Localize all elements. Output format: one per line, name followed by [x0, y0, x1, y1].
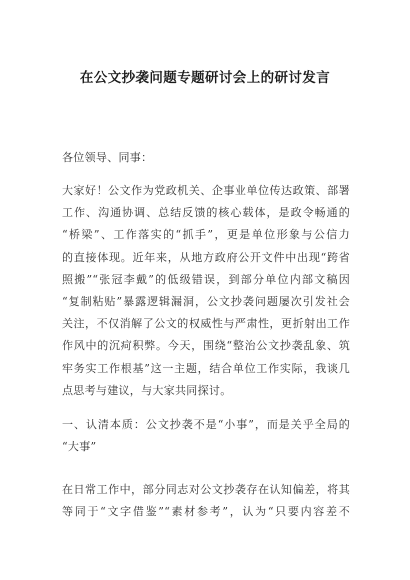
paragraph-line: 作风中的沉疴积弊。今天，围绕“整治公文抄袭乱象、筑 — [62, 339, 350, 353]
paragraph-line: 关注，不仅消解了公文的权威性与严肃性，更折射出工作 — [62, 317, 350, 331]
section-paragraph — [62, 479, 350, 523]
paragraph-line: 在日常工作中，部分同志对公文抄袭存在认知偏差，将其 — [62, 483, 350, 496]
paragraph-line: 点思考与建议，与大家共同探讨。 — [62, 383, 232, 397]
section-heading-1 — [62, 414, 350, 458]
paragraph-line: 等同于“文字借鉴”“素材参考”，认为“只要内容差不 — [62, 505, 350, 519]
heading-line: 一、认清本质：公文抄袭不是“小事”，而是关乎全局的 — [62, 418, 350, 431]
document-title: 在公文抄袭问题专题研讨会上的研讨发言 — [79, 70, 331, 86]
paragraph-line: “桥梁”、工作落实的“抓手”，更是单位形象与公信力 — [62, 228, 350, 242]
paragraph-line: 工作、沟通协调、总结反馈的核心载体，是政令畅通的 — [62, 206, 350, 220]
opening-paragraph — [62, 180, 350, 402]
salutation — [62, 147, 350, 169]
paragraph-line: 牢务实工作根基”这一主题，结合单位工作实际，我谈几 — [62, 361, 350, 375]
paragraph-line: 大家好！公文作为党政机关、企事业单位传达政策、部署 — [62, 184, 350, 197]
salutation-line: 各位领导、同事： — [62, 151, 153, 164]
paragraph-line: 的直接体现。近年来，从地方政府公开文件中出现“跨省 — [62, 250, 350, 264]
paragraph-line: 照搬”“张冠李戴”的低级错误，到部分单位内部文稿因 — [62, 272, 350, 286]
heading-line: “大事” — [62, 440, 97, 454]
paragraph-line: “复制粘贴”暴露逻辑漏洞，公文抄袭问题屡次引发社会 — [62, 294, 350, 308]
